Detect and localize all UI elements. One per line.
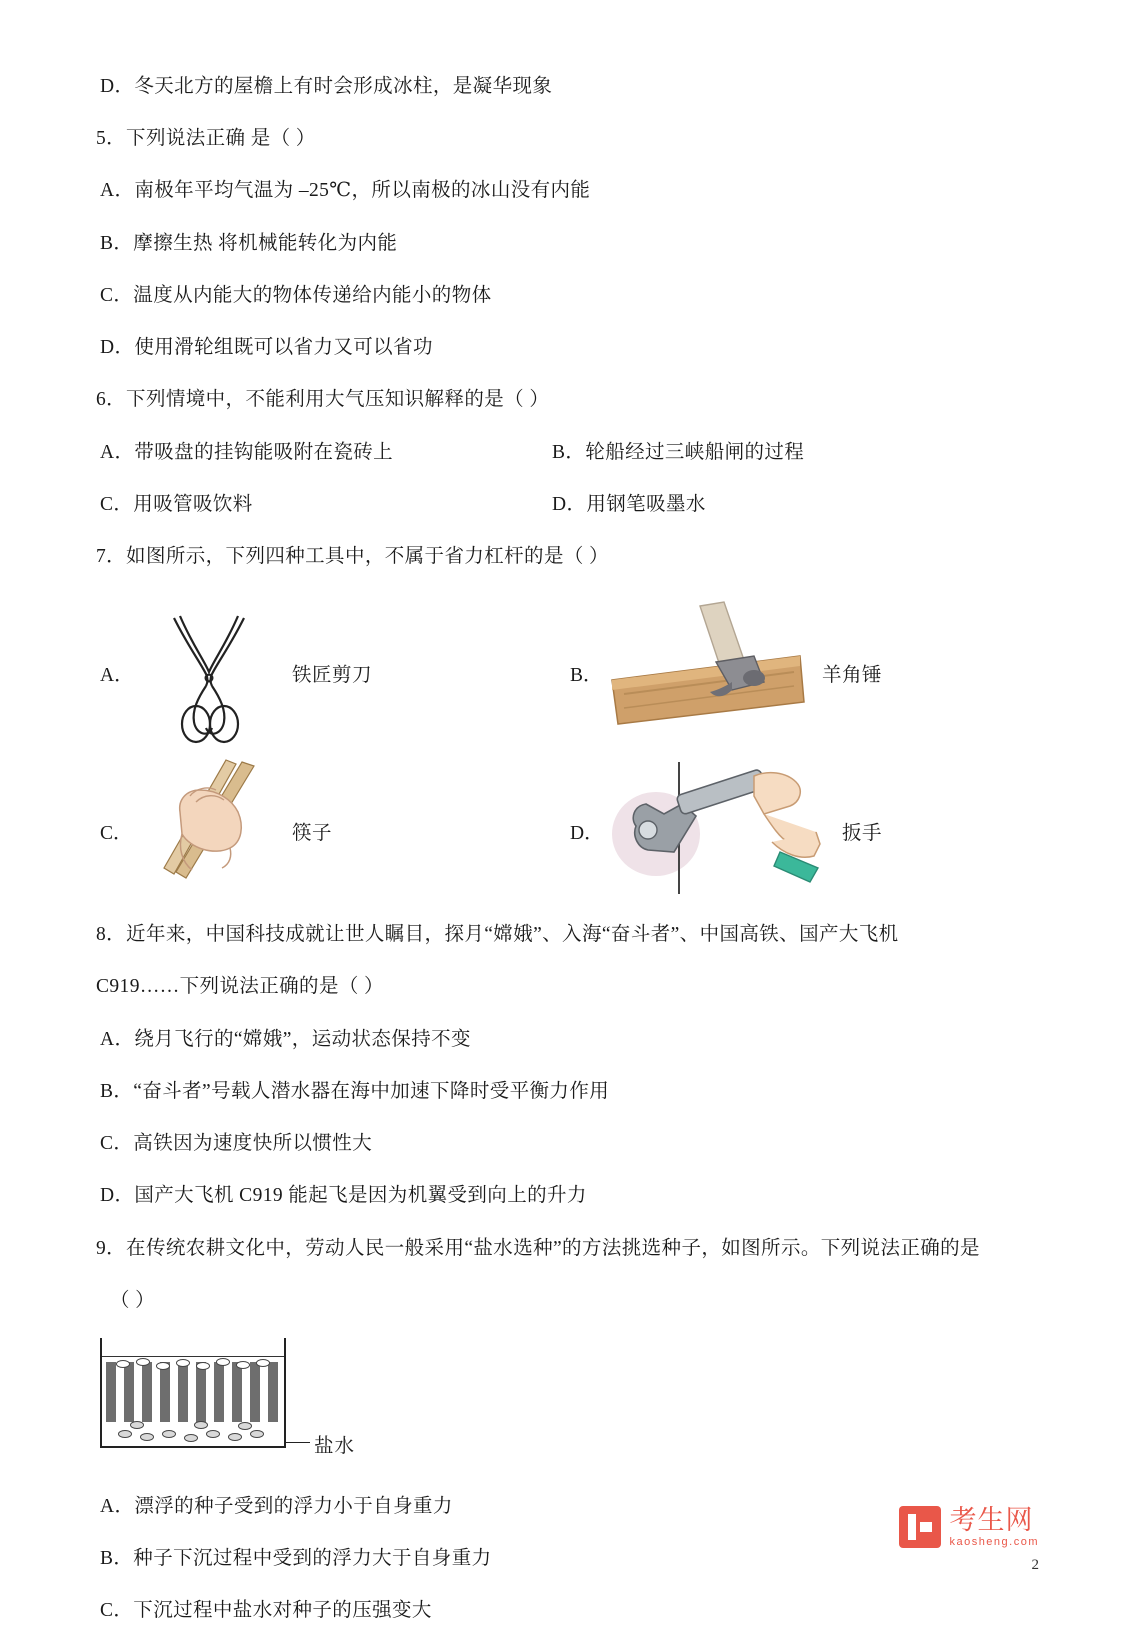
q6-option-a: A．带吸盘的挂钩能吸附在瓷砖上 — [100, 441, 394, 463]
water-hatching — [106, 1362, 280, 1422]
q6-options-row1 — [96, 438, 1036, 468]
page-content — [96, 72, 1036, 1649]
q7-stem: 7．如图所示，下列四种工具中，不属于省力杠杆的是（ ） — [96, 545, 609, 567]
q7-option-c-label: C． — [100, 823, 133, 845]
q7-option-d-caption: 扳手 — [842, 823, 883, 845]
q8-stem-line2: C919……下列说法正确的是（ ） — [96, 976, 384, 998]
q6-options-row2 — [96, 490, 1036, 520]
q6-option-c: C．用吸管吸饮料 — [100, 493, 253, 515]
saltwater-beaker-icon — [100, 1338, 286, 1448]
q7-option-b-caption: 羊角锤 — [822, 665, 883, 687]
q9-option-a: A．漂浮的种子受到的浮力小于自身重力 — [100, 1495, 453, 1517]
q6-stem: 6．下列情境中，不能利用大气压知识解释的是（ ） — [96, 389, 550, 411]
water-surface-line — [102, 1356, 284, 1357]
q7-option-d — [566, 752, 1036, 910]
page-number: 2 — [1031, 1557, 1039, 1573]
watermark-name: 考生网 — [949, 1504, 1034, 1535]
q8-option-c: C．高铁因为速度快所以惯性大 — [100, 1133, 373, 1155]
claw-hammer-icon — [604, 598, 814, 748]
q7-option-a-label: A． — [100, 665, 134, 687]
q9-stem-line2: （ ） — [110, 1289, 156, 1311]
q6-option-d: D．用钢笔吸墨水 — [552, 493, 706, 515]
figure-leader-line — [286, 1442, 310, 1443]
q5-stem: 5．下列说法正确 是（ ） — [96, 128, 316, 150]
q9-option-c: C．下沉过程中盐水对种子的压强变大 — [100, 1600, 432, 1622]
q9-figure — [96, 1338, 1036, 1466]
q8-stem-line1: 8．近年来，中国科技成就让世人瞩目，探月“嫦娥”、入海“奋斗者”、中国高铁、国产大飞机 — [96, 924, 899, 946]
q8-option-b: B．“奋斗者”号载人潜水器在海中加速下降时受平衡力作用 — [100, 1080, 610, 1102]
chopsticks-icon — [134, 756, 284, 906]
q9-stem-line1: 9．在传统农耕文化中，劳动人民一般采用“盐水选种”的方法挑选种子，如图所示。下列说法正确的是 — [96, 1237, 980, 1259]
q7-option-b-label: B． — [570, 665, 603, 687]
q6-option-b: B．轮船经过三峡船闸的过程 — [552, 441, 805, 463]
scissors-icon — [134, 598, 284, 748]
q7-option-c — [96, 752, 566, 910]
q7-option-d-label: D． — [570, 823, 604, 845]
q7-option-a-caption: 铁匠剪刀 — [292, 665, 373, 687]
q7-figure-grid — [96, 594, 1036, 910]
q7-option-b — [566, 594, 1036, 752]
q8-option-d: D．国产大飞机 C919 能起飞是因为机翼受到向上的升力 — [100, 1185, 587, 1207]
q5-option-a: A．南极年平均气温为 –25℃，所以南极的冰山没有内能 — [100, 180, 591, 202]
watermark-logo-icon — [899, 1506, 941, 1548]
wrench-icon — [604, 756, 834, 906]
q7-figure-row-bottom — [96, 752, 1036, 910]
q5-option-c: C．温度从内能大的物体传递给内能小的物体 — [100, 284, 492, 306]
q8-option-a: A．绕月飞行的“嫦娥”，运动状态保持不变 — [100, 1028, 471, 1050]
q9-option-b: B．种子下沉过程中受到的浮力大于自身重力 — [100, 1548, 492, 1570]
q4-option-d: D．冬天北方的屋檐上有时会形成冰柱，是凝华现象 — [100, 76, 553, 97]
q7-figure-row-top — [96, 594, 1036, 752]
q5-option-d: D．使用滑轮组既可以省力又可以省功 — [100, 337, 433, 359]
q5-option-b: B．摩擦生热 将机械能转化为内能 — [100, 232, 398, 254]
q7-option-a — [96, 594, 566, 752]
watermark-url: kaosheng.com — [949, 1535, 1039, 1548]
q7-option-c-caption: 筷子 — [292, 823, 333, 845]
figure-label-saltwater: 盐水 — [314, 1435, 356, 1457]
watermark — [899, 1506, 1039, 1548]
